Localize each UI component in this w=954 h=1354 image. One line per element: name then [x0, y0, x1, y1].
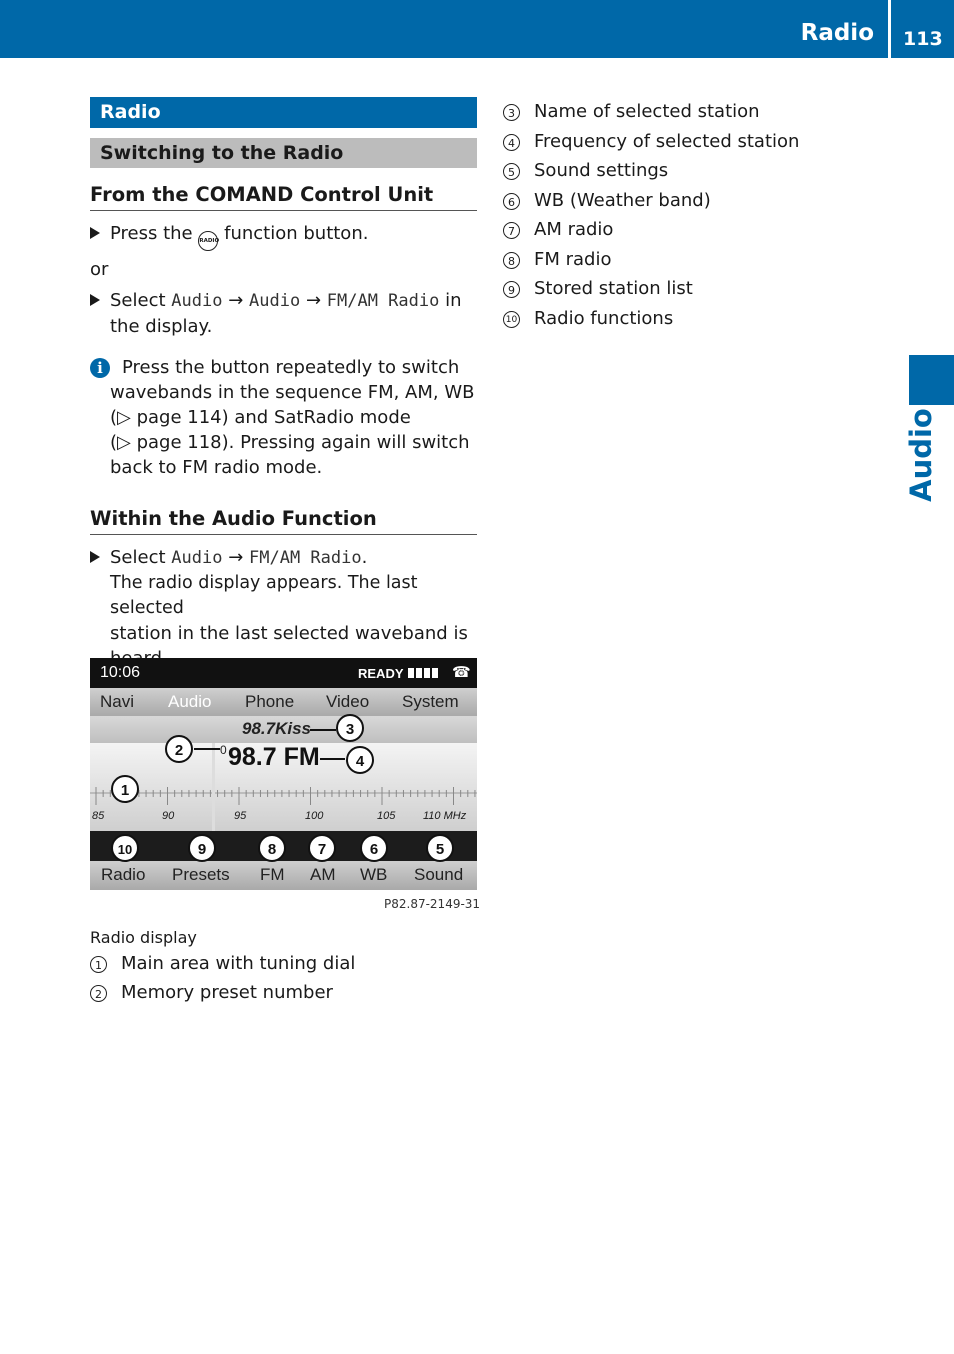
callout-6: 6 [360, 834, 388, 862]
info-icon: i [90, 358, 110, 378]
legend-number: 10 [503, 311, 520, 328]
info-line: back to FM radio mode. [110, 457, 323, 478]
step-arrow-icon [90, 227, 100, 239]
legend-item [503, 308, 673, 329]
step-text: Press the [110, 223, 193, 244]
func-am: AM [310, 865, 336, 884]
legend-label: AM radio [534, 219, 614, 240]
legend-number: 1 [90, 956, 107, 973]
legend-label: Memory preset number [121, 982, 333, 1003]
section-title: Radio [800, 20, 874, 46]
path-arrow: → [228, 547, 244, 568]
legend-number: 6 [503, 193, 520, 210]
callout-9: 9 [188, 834, 216, 862]
func-wb: WB [360, 865, 388, 884]
menu-path-audio: Audio [171, 548, 223, 568]
step-arrow-icon [90, 294, 100, 306]
step-text: Select [110, 290, 166, 311]
preset-number: 0 [220, 743, 227, 757]
heading-radio: Radio [90, 97, 477, 128]
page-header [0, 0, 954, 58]
heading-within: Within the Audio Function [90, 506, 477, 535]
menu-path-fmam: FM/AM Radio [249, 548, 362, 568]
legend-number: 9 [503, 281, 520, 298]
legend-number: 7 [503, 222, 520, 239]
legend-item [503, 131, 799, 152]
result-line: The radio display appears. The last selected [110, 573, 418, 618]
legend-number: 8 [503, 252, 520, 269]
callout-10: 10 [111, 834, 139, 862]
left-column [90, 97, 477, 671]
callout-8: 8 [258, 834, 286, 862]
func-presets: Presets [172, 865, 230, 884]
step-select-fmam [90, 545, 477, 671]
func-sound: Sound [414, 865, 464, 884]
tick-105: 105 [377, 810, 396, 822]
screen-status: READY [358, 666, 404, 681]
callout-4: 4 [346, 746, 374, 774]
callout-1: 1 [111, 775, 139, 803]
legend-label: WB (Weather band) [534, 190, 711, 211]
legend-item [503, 278, 693, 299]
path-arrow: → [228, 290, 244, 311]
menu-phone: Phone [245, 692, 295, 711]
legend-item [503, 101, 760, 122]
legend-item [90, 982, 333, 1003]
callout-7: 7 [308, 834, 336, 862]
info-line: Press the button repeatedly to switch [122, 357, 460, 378]
heading-comand: From the COMAND Control Unit [90, 182, 477, 211]
menu-path-audio: Audio [171, 291, 223, 311]
info-line: (▷ page 114) and SatRadio mode [110, 407, 411, 428]
legend-number: 5 [503, 163, 520, 180]
tick-95: 95 [234, 810, 247, 822]
legend-label: Radio functions [534, 308, 674, 329]
step-press-button [90, 221, 477, 251]
figure-caption: Radio display [90, 928, 197, 947]
tick-90: 90 [162, 810, 175, 822]
info-note [90, 355, 477, 480]
step-select-display [90, 288, 477, 339]
step-text: Select [110, 547, 166, 568]
frequency-value: 98.7 FM [228, 743, 320, 771]
radio-display-image [90, 658, 477, 890]
legend-item [503, 249, 611, 270]
callout-5: 5 [426, 834, 454, 862]
tick-85: 85 [92, 810, 105, 822]
func-radio: Radio [101, 865, 146, 884]
legend-number: 3 [503, 104, 520, 121]
result-line: station in the last selected waveband is [110, 623, 468, 644]
step-text: in [445, 290, 462, 311]
step-text: . [361, 547, 368, 568]
heading-switching: Switching to the Radio [90, 138, 477, 168]
callout-2: 2 [165, 735, 193, 763]
menu-audio: Audio [168, 692, 212, 711]
step-text: the display. [110, 316, 213, 337]
tick-110: 110 MHz [423, 810, 467, 822]
legend-item [503, 190, 711, 211]
func-fm: FM [260, 865, 285, 884]
legend-item [503, 160, 668, 181]
step-text: function button. [224, 223, 369, 244]
callout-3: 3 [336, 714, 364, 742]
legend-label: Stored station list [534, 278, 693, 299]
legend-label: Sound settings [534, 160, 669, 181]
menu-system: System [402, 692, 459, 711]
screen-time: 10:06 [100, 664, 141, 681]
radio-button-icon: RADIO [198, 231, 218, 251]
legend-label: FM radio [534, 249, 612, 270]
station-name: 98.7Kiss [242, 719, 311, 738]
legend-label: Main area with tuning dial [121, 953, 356, 974]
path-arrow: → [305, 290, 322, 311]
side-tab-label: Audio [904, 408, 938, 502]
info-line: (▷ page 118). Pressing again will switch [110, 432, 470, 453]
legend-label: Name of selected station [534, 101, 760, 122]
menu-navi: Navi [100, 692, 135, 711]
menu-path-fmam: FM/AM Radio [326, 291, 440, 311]
legend-item [503, 219, 613, 240]
legend-number: 4 [503, 134, 520, 151]
legend-label: Frequency of selected station [534, 131, 800, 152]
page-number: 113 [903, 28, 943, 50]
legend-number: 2 [90, 985, 107, 1002]
phone-icon: ☎ [452, 664, 471, 681]
or-text: or [90, 259, 109, 280]
side-tab-marker [909, 355, 954, 405]
info-line: wavebands in the sequence FM, AM, WB [110, 382, 475, 403]
step-arrow-icon [90, 551, 100, 563]
side-tab-label-box [900, 405, 945, 505]
tick-100: 100 [305, 810, 324, 822]
header-divider [888, 0, 891, 58]
menu-path-audio: Audio [249, 291, 301, 311]
menu-video: Video [326, 692, 370, 711]
image-code: P82.87-2149-31 [384, 897, 481, 911]
legend-item [90, 953, 355, 974]
